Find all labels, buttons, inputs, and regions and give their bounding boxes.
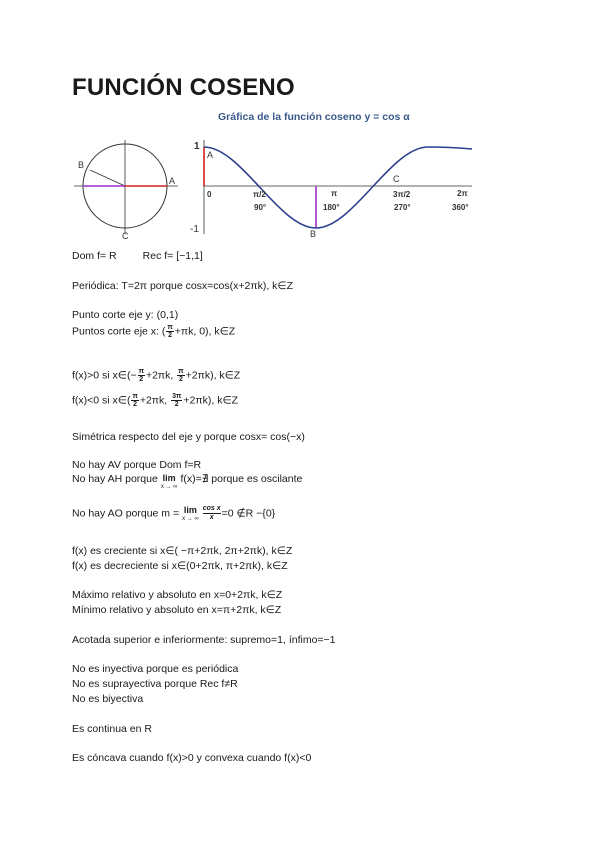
domain-range-line	[72, 250, 203, 263]
point-c: C	[393, 174, 400, 184]
axis-label-zero: 0	[207, 190, 212, 199]
limit-expression: lim x → ∞	[160, 473, 178, 490]
x-intercepts-line: Puntos corte eje x: ( $\frac{\pi}{2}$ +πk, 0), k∈Z	[72, 324, 236, 339]
tick-rad-2: π	[331, 189, 338, 198]
axis-label-one: 1	[194, 141, 200, 152]
concavity-line: Es cóncava cuando f(x)>0 y convexa cuando f(x)<0	[72, 752, 312, 764]
circle-label-a: A	[169, 176, 176, 186]
tick-deg-1: 90°	[254, 203, 267, 212]
unit-circle	[74, 140, 178, 241]
tick-deg-4: 360°	[452, 203, 469, 212]
cosine-curve	[204, 147, 472, 228]
point-b: B	[310, 229, 317, 239]
continuity-line: Es continua en R	[72, 723, 152, 735]
fraction-pi-over-2: $\frac{\pi}{2}$	[167, 324, 173, 339]
tick-rad-4: 2π	[457, 189, 468, 198]
vertical-asymptote-line: No hay AV porque Dom f=R	[72, 459, 202, 471]
circle-label-b: B	[78, 160, 85, 170]
point-a: A	[207, 150, 214, 160]
increasing-line: f(x) es creciente si x∈( −π+2πk, 2π+2πk), k∈Z	[72, 545, 293, 557]
positive-interval-line: f(x)>0 si x∈(− $\frac{\pi}{2}$ +2πk, $\frac{\pi}{2}$ +2πk), k∈Z	[72, 368, 241, 383]
axis-label-minus-one: -1	[190, 224, 199, 235]
periodic-line: Periódica: T=2π porque cosx=cos(x+2πk), k∈Z	[72, 280, 293, 292]
cosine-figure	[66, 106, 476, 241]
tick-deg-2: 180°	[323, 203, 340, 212]
page-title: FUNCIÓN COSENO	[72, 74, 295, 101]
tick-deg-3: 270°	[394, 203, 411, 212]
bounded-line: Acotada superior e inferiormente: supremo=1, ínfimo=−1	[72, 634, 336, 646]
surjective-line: No es suprayectiva porque Rec f≠R	[72, 678, 238, 690]
horizontal-asymptote-line: No hay AH porque lim x → ∞ f(x)=∄ porque es oscilante	[72, 473, 303, 490]
bijective-line: No es biyectiva	[72, 693, 144, 705]
minimum-line: Mínimo relativo y absoluto en x=π+2πk, k∈Z	[72, 604, 282, 616]
oblique-asymptote-line: No hay AO porque m = lim x → ∞ $\frac{\text{cos x}}{x}$ =0 ∉R −{0}	[72, 505, 276, 522]
negative-interval-line: f(x)<0 si x∈( $\frac{\pi}{2}$ +2πk, $\frac{3\pi}{2}$ +2πk), k∈Z	[72, 393, 238, 408]
figure-caption: Gráfica de la función coseno y = cos α	[218, 111, 410, 123]
domain-text: Dom f= R	[72, 250, 117, 262]
cosine-graph	[190, 140, 472, 239]
y-intercept-line: Punto corte eje y: (0,1)	[72, 309, 179, 321]
injective-line: No es inyectiva porque es periódica	[72, 663, 239, 675]
maximum-line: Máximo relativo y absoluto en x=0+2πk, k∈Z	[72, 589, 283, 601]
fraction-cosx-over-x: $\frac{\text{cos x}}{x}$	[202, 505, 221, 521]
tick-rad-3: 3π/2	[393, 190, 411, 199]
symmetry-line: Simétrica respecto del eje y porque cosx= cos(−x)	[72, 431, 305, 443]
circle-label-c: C	[122, 231, 129, 241]
tick-rad-1: π/2	[253, 190, 266, 199]
range-text: Rec f= [−1,1]	[142, 250, 203, 262]
decreasing-line: f(x) es decreciente si x∈(0+2πk, π+2πk), k∈Z	[72, 560, 288, 572]
